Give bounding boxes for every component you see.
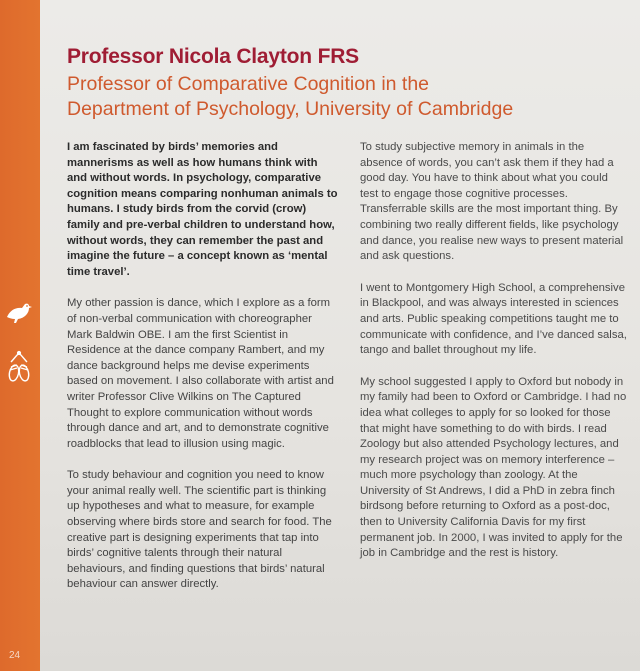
profile-role-line: Professor of Comparative Cognition in the bbox=[67, 73, 430, 95]
ballet-shoes-icon bbox=[5, 350, 33, 384]
bird-icon bbox=[4, 297, 34, 327]
intro-paragraph: I am fascinated by birds’ memories and mannerisms as well as how humans think with and without words. In psychology, comparative cognition means comparing nonhuman animals to humans. I study birds from the corvid (crow) family and pre-verbal children to understand how, without words, they can remember the past and imagine the future – a concept known as ‘mental time travel’. bbox=[67, 141, 338, 278]
body-paragraph: To study behaviour and cognition you need to know your animal really well. The scientific part is thinking up hypotheses and what to measure, for example observing where birds store and search for food. The creative part is designing experiments that tap into birds’ cognitive talents through their natural behaviours, and finding questions that birds’ natural behaviour can answer directly. bbox=[67, 469, 332, 591]
body-paragraph: To study subjective memory in animals in the absence of words, you can’t ask them if they had a good day. You have to think about what you could test to engage those cognitive processes. Transferrable skills are the most important thing. By combining two really different fields, like psychology and dance, you realise new ways to present material and ask questions. bbox=[360, 141, 624, 263]
left-column bbox=[67, 140, 339, 609]
profile-role-line: Department of Psychology, University of Cambridge bbox=[67, 98, 514, 120]
body-paragraph: I went to Montgomery High School, a comprehensive in Blackpool, and was always interested in sciences and arts. Public speaking competitions taught me to communicate with confidence, and I’ve danced salsa, tango and ballet throughout my life. bbox=[360, 281, 627, 357]
body-paragraph: My other passion is dance, which I explore as a form of non-verbal communication with choreographer Mark Baldwin OBE. I am the first Scientist in Residence at the dance company Rambert, and my dance background helps me devise experiments based on movement. I also collaborate with artist and writer Professor Clive Wilkins on The Captured Thought to explore communication without words through dance and art, and to demonstrate cognitive roadblocks that lead to illusion using magic. bbox=[67, 297, 334, 450]
orange-side-bar bbox=[0, 0, 40, 671]
profile-header bbox=[67, 44, 607, 122]
page-number: 24 bbox=[9, 650, 21, 661]
profile-role bbox=[67, 72, 607, 122]
body-paragraph: My school suggested I apply to Oxford but nobody in my family had been to Oxford or Cambridge. I had no idea what colleges to apply for so looked for those that might have something to do with birds. I read Zoology but also attended Psychology lectures, and my research project was on memory interference – much more psychology than zoology. At the University of St Andrews, I did a PhD in zebra finch birdsong before returning to Oxford as a post-doc, then to University California Davis for my first permanent job. In 2000, I was invited to apply for the job in Cambridge and the rest is history. bbox=[360, 375, 627, 560]
profile-name: Professor Nicola Clayton FRS bbox=[67, 45, 359, 68]
right-column bbox=[360, 140, 628, 578]
